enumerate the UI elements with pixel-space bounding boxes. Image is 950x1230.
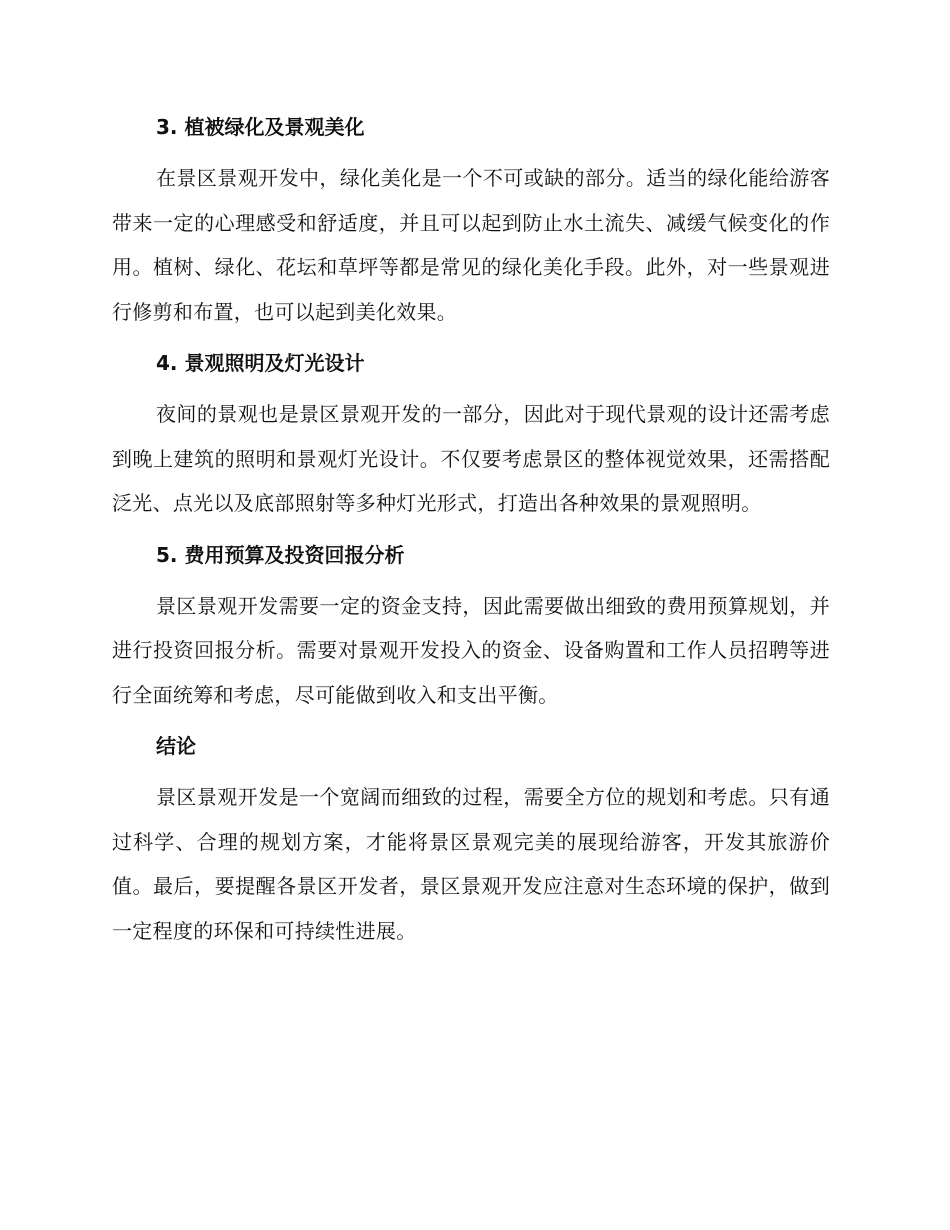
section-heading: 4. 景观照明及灯光设计 — [156, 351, 365, 375]
section-conclusion — [112, 731, 830, 953]
section-heading: 结论 — [156, 734, 196, 758]
section-greening — [112, 112, 830, 334]
section-lighting — [112, 348, 830, 526]
section-budget — [112, 540, 830, 718]
section-paragraph: 夜间的景观也是景区景观开发的一部分，因此对于现代景观的设计还需考虑到晚上建筑的照明和景观灯光设计。不仅要考虑景区的整体视觉效果，还需搭配泛光、点光以及底部照射等多种灯光形式，打造出各种效果的景观照明。 — [112, 402, 830, 515]
document-body — [112, 112, 830, 967]
section-paragraph: 景区景观开发需要一定的资金支持，因此需要做出细致的费用预算规划，并进行投资回报分析。需要对景观开发投入的资金、设备购置和工作人员招聘等进行全面统筹和考虑，尽可能做到收入和支出平衡。 — [112, 593, 830, 707]
section-heading: 3. 植被绿化及景观美化 — [156, 115, 365, 139]
section-heading: 5. 费用预算及投资回报分析 — [156, 542, 405, 567]
section-paragraph: 在景区景观开发中，绿化美化是一个不可或缺的部分。适当的绿化能给游客带来一定的心理感受和舒适度，并且可以起到防止水土流失、减缓气候变化的作用。植树、绿化、花坛和草坪等都是常见的绿化美化手段。此外，对一些景观进行修剪和布置，也可以起到美化效果。 — [112, 166, 830, 324]
section-paragraph: 景区景观开发是一个宽阔而细致的过程，需要全方位的规划和考虑。只有通过科学、合理的规划方案，才能将景区景观完美的展现给游客，开发其旅游价值。最后，要提醒各景区开发者，景区景观开发应注意对生态环境的保护，做到一定程度的环保和可持续性进展。 — [112, 785, 830, 943]
